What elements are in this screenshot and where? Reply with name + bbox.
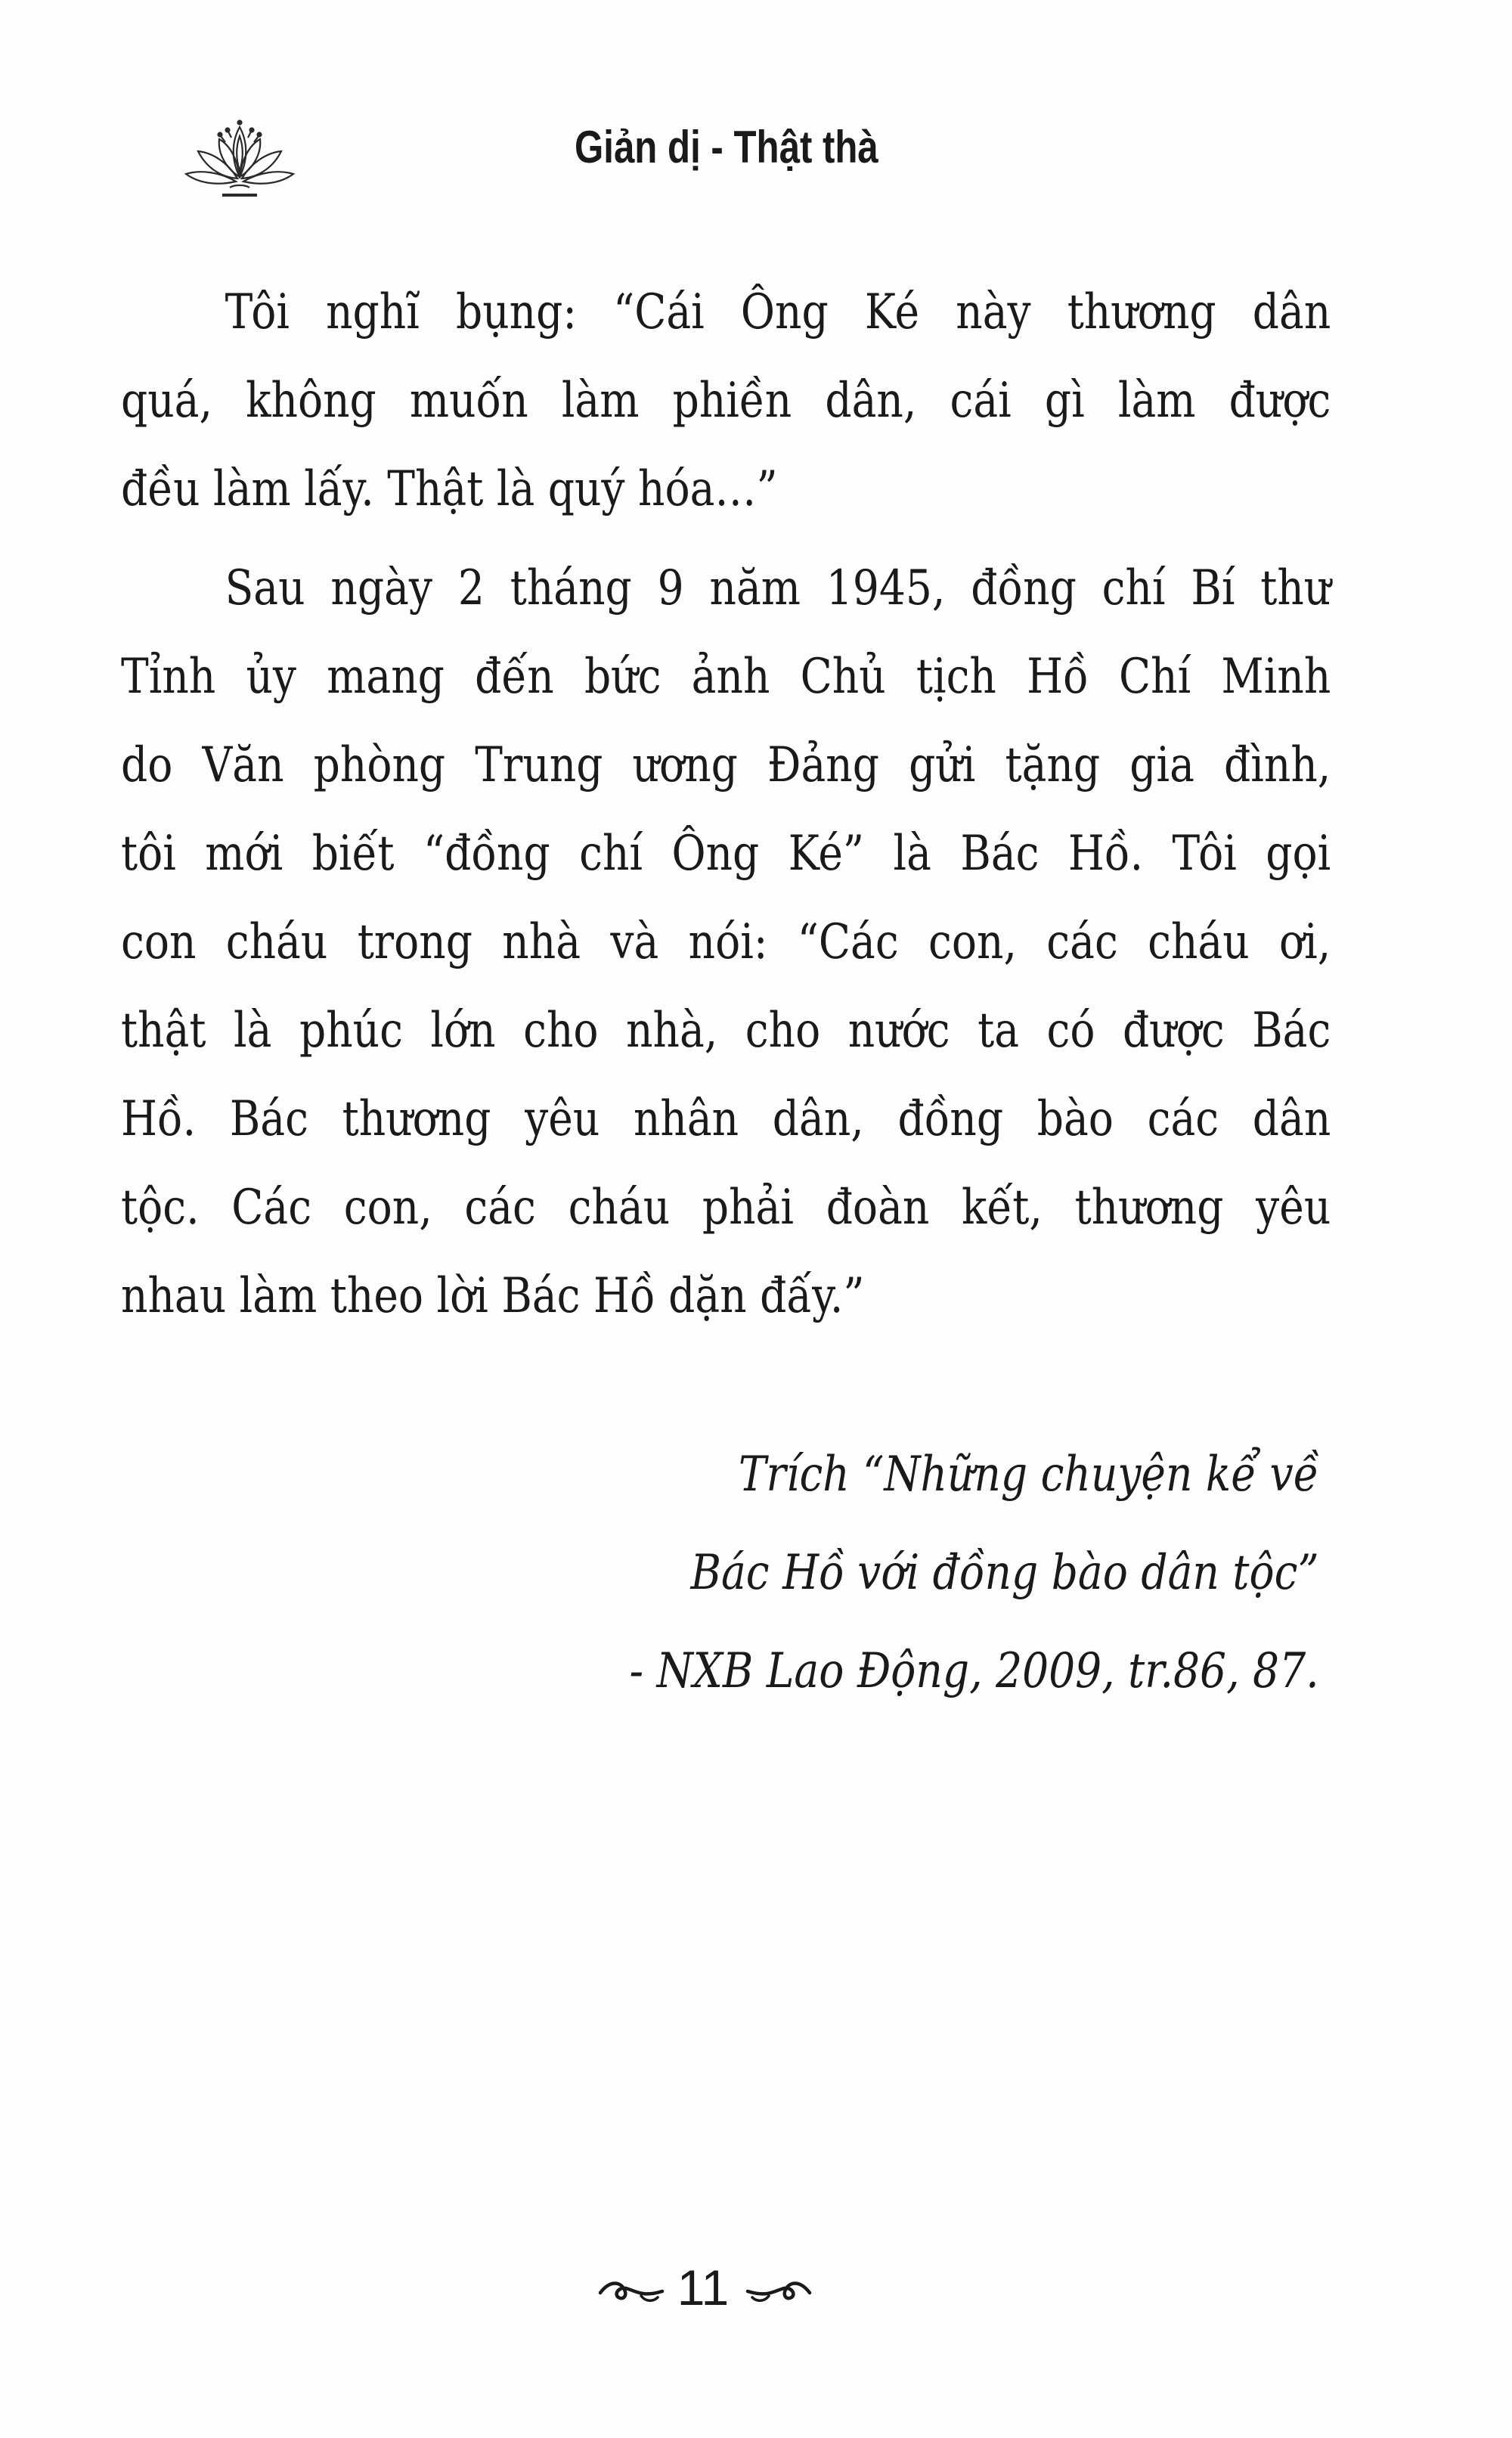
text-line: nhau làm theo lời Bác Hồ dặn đấy.” [121,1268,865,1324]
text-line: Hồ. Bác thương yêu nhân dân, đồng bào các dân [121,1091,1331,1147]
page-number: 11 [677,2260,730,2315]
paragraph-gap [121,534,1331,544]
text-line: tộc. Các con, các cháu phải đoàn kết, thương yêu [121,1180,1331,1236]
scroll-flourish-left-icon [597,2270,665,2308]
text-line: đều làm lấy. Thật là quý hóa…” [121,461,778,517]
page-header [0,113,1512,219]
text-line: quá, không muốn làm phiền dân, cái gì làm được [121,373,1331,429]
citation-line: Bác Hồ với đồng bào dân tộc” [690,1545,1319,1601]
text-line: Tôi nghĩ bụng: “Cái Ông Ké này thương dân [225,284,1331,340]
running-title: Giản dị - Thật thà [575,122,878,172]
text-line: thật là phúc lớn cho nhà, cho nước ta có được Bác [121,1003,1331,1059]
lotus-icon [175,113,304,212]
citation [517,1425,1319,1720]
scroll-flourish-right-icon [745,2270,813,2308]
body-text [121,268,1331,1341]
text-line: tôi mới biết “đồng chí Ông Ké” là Bác Hồ. Tôi gọi [121,826,1331,882]
text-line: Tỉnh ủy mang đến bức ảnh Chủ tịch Hồ Chí Minh [121,649,1331,705]
citation-line: - NXB Lao Động, 2009, tr.86, 87. [629,1643,1319,1699]
text-line: con cháu trong nhà và nói: “Các con, các cháu ơi, [121,914,1331,970]
text-line: do Văn phòng Trung ương Đảng gửi tặng gia đình, [121,737,1331,793]
text-line: Sau ngày 2 tháng 9 năm 1945, đồng chí Bí thư [225,560,1331,616]
citation-line: Trích “Những chuyện kể về [739,1447,1319,1503]
page-footer [0,2253,1512,2329]
